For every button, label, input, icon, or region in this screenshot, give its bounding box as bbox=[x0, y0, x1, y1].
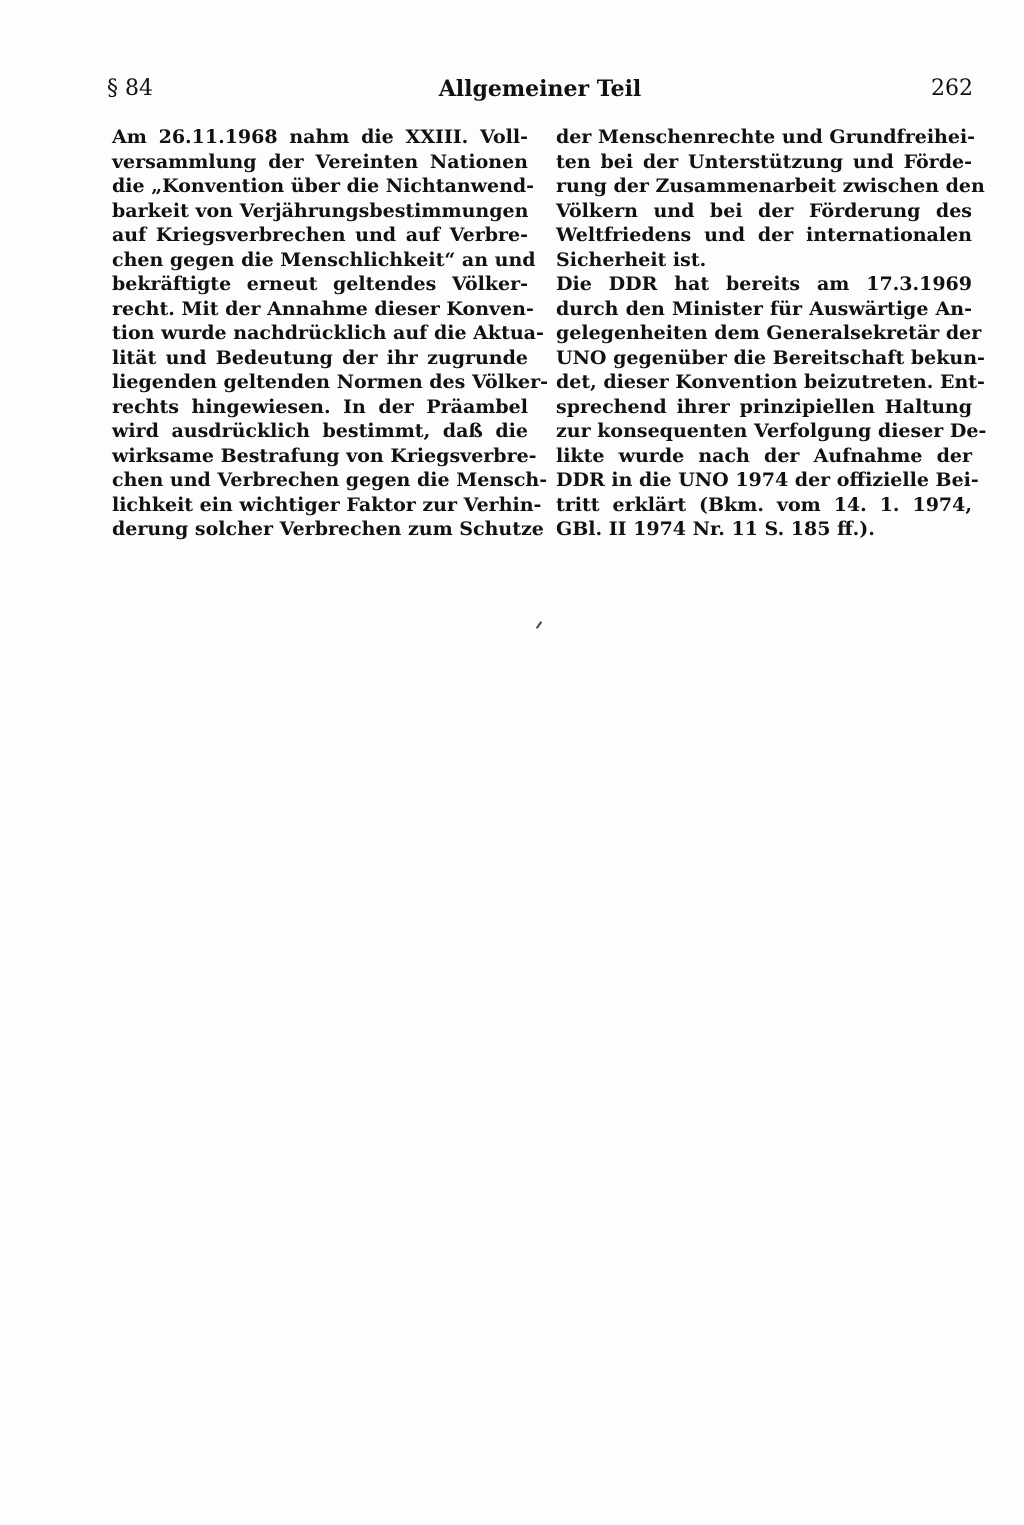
text-line: tritt erklärt (Bkm. vom 14. 1. 1974, bbox=[556, 493, 972, 516]
page-header bbox=[107, 74, 973, 108]
stray-pen-mark bbox=[536, 621, 542, 629]
text-line: derung solcher Verbrechen zum Schutze bbox=[112, 518, 544, 540]
left-text-column bbox=[112, 125, 548, 542]
text-line: chen und Verbrechen gegen die Mensch- bbox=[112, 469, 548, 491]
text-line: liegenden geltenden Normen des Völker- bbox=[112, 371, 548, 393]
text-line: Weltfriedens und der internationalen bbox=[556, 224, 972, 246]
text-line: sprechend ihrer prinzipiellen Haltung bbox=[556, 395, 972, 418]
text-line: likte wurde nach der Aufnahme der bbox=[556, 444, 972, 467]
text-line: rechts hingewiesen. In der Präambel bbox=[112, 395, 528, 418]
text-line: lität und Bedeutung der ihr zugrunde bbox=[112, 346, 528, 369]
text-line: versammlung der Vereinten Nationen bbox=[112, 150, 528, 173]
text-line: Sicherheit ist. bbox=[556, 248, 707, 271]
text-line: bekräftigte erneut geltendes Völker- bbox=[112, 273, 528, 295]
text-line: UNO gegenüber die Bereitschaft bekun- bbox=[556, 346, 985, 369]
text-line: tion wurde nachdrücklich auf die Aktua- bbox=[112, 322, 544, 344]
text-line: Am 26.11.1968 nahm die XXIII. Voll- bbox=[112, 126, 528, 148]
text-line: zur konsequenten Verfolgung dieser De- bbox=[556, 420, 987, 442]
text-line: barkeit von Verjährungsbestimmungen bbox=[112, 199, 529, 222]
page-number: 262 bbox=[931, 76, 973, 101]
text-line: auf Kriegsverbrechen und auf Verbre- bbox=[112, 224, 528, 246]
text-line: lichkeit ein wichtiger Faktor zur Verhin- bbox=[112, 493, 542, 516]
text-line: Die DDR hat bereits am 17.3.1969 bbox=[556, 273, 972, 295]
text-line: durch den Minister für Auswärtige An- bbox=[556, 297, 972, 320]
right-text-column bbox=[556, 125, 987, 542]
text-line: DDR in die UNO 1974 der offizielle Bei- bbox=[556, 469, 979, 491]
text-line: chen gegen die Menschlichkeit“ an und bbox=[112, 248, 536, 271]
text-line: GBl. II 1974 Nr. 11 S. 185 ff.). bbox=[556, 518, 875, 540]
text-line: rung der Zusammenarbeit zwischen den bbox=[556, 175, 985, 197]
text-line: recht. Mit der Annahme dieser Konven- bbox=[112, 297, 534, 320]
running-title: Allgemeiner Teil bbox=[438, 76, 642, 102]
text-line: wirksame Bestrafung von Kriegsverbre- bbox=[112, 444, 537, 467]
text-line: Völkern und bei der Förderung des bbox=[556, 199, 972, 222]
text-line: wird ausdrücklich bestimmt, daß die bbox=[112, 420, 528, 442]
text-line: ten bei der Unterstützung und Förde- bbox=[556, 150, 972, 173]
section-number: § 84 bbox=[107, 76, 153, 101]
text-line: det, dieser Konvention beizutreten. Ent- bbox=[556, 371, 985, 393]
text-line: gelegenheiten dem Generalsekretär der bbox=[556, 322, 982, 344]
text-line: der Menschenrechte und Grundfreihei- bbox=[556, 126, 976, 148]
text-line: die „Konvention über die Nichtanwend- bbox=[112, 175, 535, 197]
